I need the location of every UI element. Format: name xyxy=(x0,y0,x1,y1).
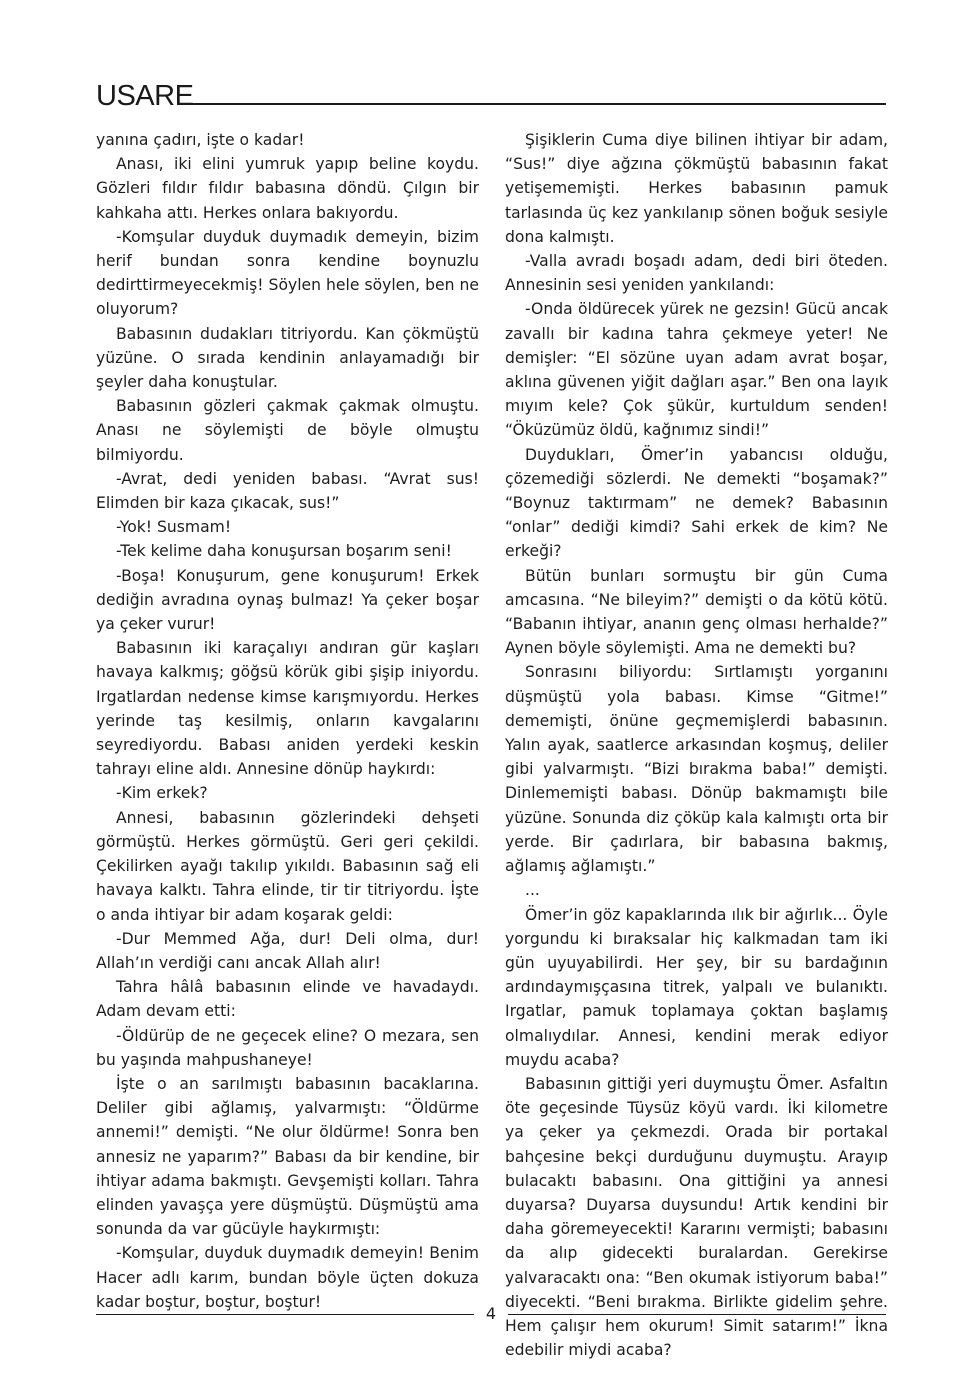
left-column xyxy=(96,128,479,1314)
header-title: USARE xyxy=(96,80,194,112)
paragraph: İşte o an sarılmıştı babasının bacaklarına. Deliler gibi ağlamış, yalvarmıştı: “Öldürme annemi!” demişti. “Ne olur öldürme! Sonra ben annesiz ne yaparım?” Babası da bir kendine, bir ihtiyar adama bakmıştı. Gevşemişti kolları. Tahra elinden yavaşça yere düşmüştü. Düşmüştü ama sonunda da var gücüyle haykırmıştı: xyxy=(96,1074,479,1239)
paragraph: -Avrat, dedi yeniden babası. “Avrat sus! Elimden bir kaza çıkacak, sus!” xyxy=(96,469,479,513)
paragraph: Babasının iki karaçalıyı andıran gür kaşları havaya kalkmış; göğsü körük gibi şişip iniyordu. Irgatlardan nedense kimse karışmıyordu. Herkes yerinde taş kesilmiş, onların kavgalarını seyrediyordu. Babası aniden yerdeki keskin tahrayı eline aldı. Annesine dönüp haykırdı: xyxy=(96,639,479,779)
paragraph: -Kim erkek? xyxy=(116,784,208,803)
paragraph: Şişiklerin Cuma diye bilinen ihtiyar bir adam, “Sus!” diye ağzına çökmüştü babasının fakat yetişememişti. Herkes babasının pamuk tarlasında üç kez yankılanıp sönen boğuk sesiyle dona kalmıştı. xyxy=(505,131,888,246)
paragraph: ... xyxy=(525,881,540,900)
footer-rule-left xyxy=(96,1314,474,1315)
header-rule xyxy=(191,103,886,105)
paragraph: Ömer’in göz kapaklarında ılık bir ağırlık... Öyle yorgundu ki bıraksalar hiç kalkmadan tam iki gün uyuyabilirdi. Her şey, bir su bardağının ardındaymışçasına titrek, yalpalı ve bulanıktı. Irgatlar, pamuk toplamaya çoktan başlamış olmalıydılar. Annesi, kendini merak ediyor muydu acaba? xyxy=(505,905,888,1069)
page-number: 4 xyxy=(485,1304,497,1323)
paragraph: Babasının dudakları titriyordu. Kan çökmüştü yüzüne. O sırada kendinin anlayamadığı bir şeyler daha konuştular. xyxy=(96,324,479,392)
paragraph: Tahra hâlâ babasının elinde ve havadaydı. Adam devam etti: xyxy=(96,978,479,1021)
footer-rule-right xyxy=(508,1314,886,1315)
paragraph: -Onda öldürecek yürek ne gezsin! Gücü ancak zavallı bir kadına tahra çekmeye yeter! Ne demişler: “El sözüne uyan adam avrat boşar, aklına güvenen yiğit dağları aşar.” Ben ona layık mıyım kele? Çok şükür, kurtuldum senden! “Öküzümüz öldü, kağnımız sindi!” xyxy=(505,300,888,440)
paragraph: Bütün bunları sormuştu bir gün Cuma amcasına. “Ne bileyim?” demişti o da kötü kötü. “Babanın ihtiyar, ananın genç olması herhalde?” Aynen böyle söylemişti. Ama ne demekti bu? xyxy=(505,566,888,658)
paragraph: -Yok! Susmam! xyxy=(116,518,232,537)
paragraph: yanına çadırı, işte o kadar! xyxy=(96,131,305,149)
paragraph: -Tek kelime daha konuşursan boşarım seni! xyxy=(116,542,452,561)
paragraph: -Valla avradı boşadı adam, dedi biri öteden. Annesinin sesi yeniden yankılandı: xyxy=(505,252,888,295)
paragraph: Duydukları, Ömer’in yabancısı olduğu, çözemediği sözlerdi. Ne demekti “boşamak?” “Boynuz taktırmam” ne demek? Babasının “onlar” dediği kimdi? Sahi erkek de kim? Ne erkeği? xyxy=(505,445,888,561)
page-header xyxy=(96,80,886,112)
paragraph: Annesi, babasının gözlerindeki dehşeti görmüştü. Herkes görmüştü. Geri geri çekildi. Çekilirken ayağı takılıp yıkıldı. Babasının sağ eli havaya kalktı. Tahra elinde, tir tir titriyordu. İşte o anda ihtiyar bir adam koşarak geldi: xyxy=(96,808,479,924)
paragraph: Sonrasını biliyordu: Sırtlamıştı yorganını düşmüştü yola babası. Kimse “Gitme!” dememişti, önüne geçmemişlerdi babasının. Yalın ayak, saatlerce arkasından koşmuş, deliler gibi yalvarmıştı. “Bizi bırakma baba!” demişti. Dinlememişti babası. Dönüp bakmamıştı bile yüzüne. Sonunda diz çöküp kala kalmıştı orta bir yerde. Bir çadırlara, bir babasına bakmış, ağlamış ağlamıştı.” xyxy=(505,663,888,876)
page-footer xyxy=(96,1302,886,1328)
paragraph: -Komşular duyduk duymadık demeyin, bizim herif bundan sonra kendine boynuzlu dedirttirmeyecekmiş! Söylen hele söylen, ben ne oluyorum? xyxy=(96,227,479,319)
paragraph: -Dur Memmed Ağa, dur! Deli olma, dur! Allah’ın verdiği canı ancak Allah alır! xyxy=(96,929,479,972)
paragraph: Babasının gözleri çakmak çakmak olmuştu. Anası ne söylemişti de böyle olmuştu bilmiyordu. xyxy=(96,397,479,464)
right-column xyxy=(505,128,888,1362)
paragraph: -Komşular, duyduk duymadık demeyin! Benim Hacer adlı karım, bundan böyle üçten dokuza kadar boştur, boştur, boştur! xyxy=(96,1244,479,1311)
paragraph: -Boşa! Konuşurum, gene konuşurum! Erkek dediğin avradına oynaş bulmaz! Ya çeker boşar ya çeker vurur! xyxy=(96,566,479,634)
paragraph: Babasının gittiği yeri duymuştu Ömer. Asfaltın öte geçesinde Tüysüz köyü vardı. İki kilometre ya çeker ya çekmezdi. Orada bir portakal bahçesine bekçi durduğunu duymuştu. Arayıp bulacaktı babasını. Ona gittiğini ya annesi duyarsa? Duyarsa duysundu! Artık kendini bir daha göremeyecekti! Kararını vermişti; babasını da alıp gidecekti buralardan. Gerekirse yalvaracaktı ona: “Ben okumak istiyorum baba!” diyecekti. “Beni bırakma. Birlikte gidelim şehre. Hem çalışır hem okurum! Simit satarım!” İkna edebilir miydi acaba? xyxy=(505,1074,888,1360)
paragraph: Anası, iki elini yumruk yapıp beline koydu. Gözleri fıldır fıldır babasına döndü. Çılgın bir kahkaha attı. Herkes onlara bakıyordu. xyxy=(96,155,479,222)
paragraph: -Öldürüp de ne geçecek eline? O mezara, sen bu yaşında mahpushaneye! xyxy=(96,1026,479,1069)
